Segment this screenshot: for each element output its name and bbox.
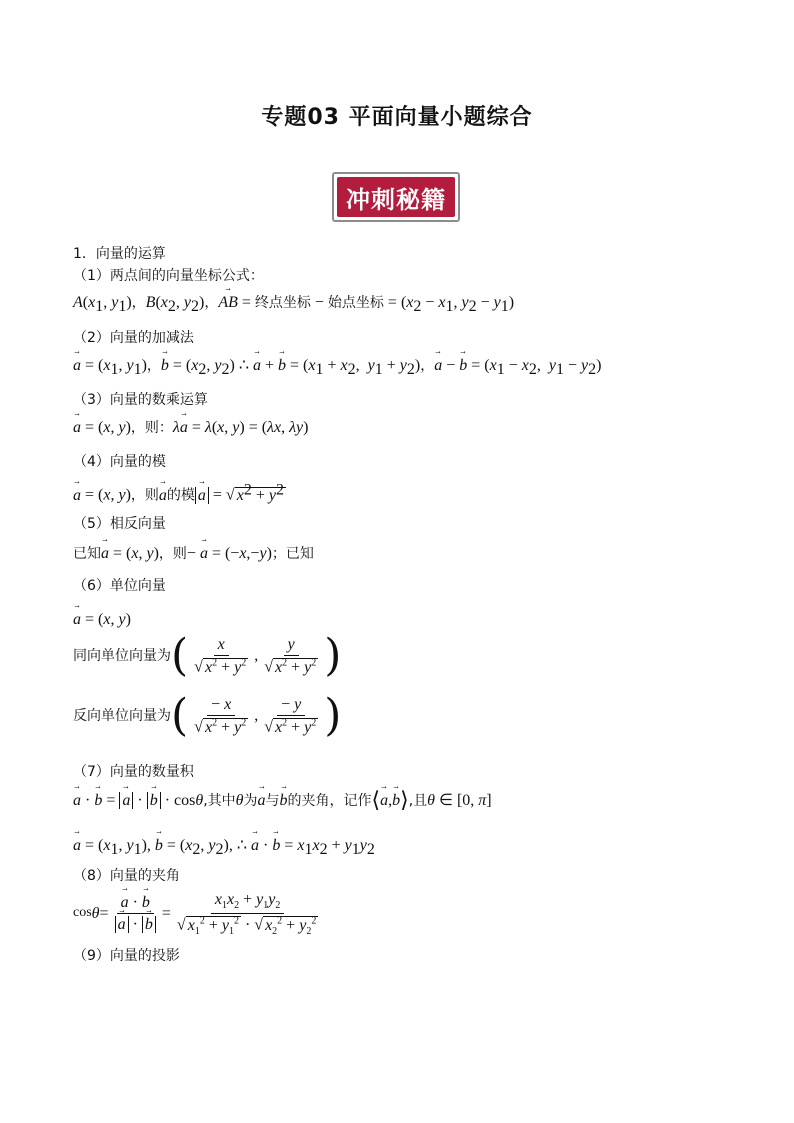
then2-label: ，则 bbox=[158, 546, 187, 562]
section-heading: 1．向量的运算 bbox=[73, 246, 166, 262]
endpoint-label: 终点坐标 bbox=[254, 295, 311, 311]
and-theta-label: ,且 bbox=[408, 793, 428, 810]
formula-dot-coord: → $a = (x_1$, $y_1$), → $b = (x_2$, $y_2$), ∴ → a · → $b = x_1x_2 + y_1y_2$ bbox=[73, 836, 375, 859]
then-mod-label: ，则 bbox=[130, 487, 159, 504]
item-heading-2: （2）向量的加减法 bbox=[73, 330, 194, 346]
formula-unit-def: → a = (x, y) bbox=[73, 610, 131, 629]
formula-angle: cos θ = → a · → b → a · → b = $\frac{x_1x_2 + y_1y_2}{√ x_1^2 + y_1^2 \cdot √ x_2^2 + y_2^2}$ bbox=[73, 890, 324, 938]
formula-opposite: 已知→ a = (x, y)，则− → a = (−x,−y)；已知 bbox=[73, 544, 314, 563]
known-label: 已知 bbox=[73, 546, 101, 562]
item-heading-4: （4）向量的模 bbox=[73, 454, 166, 470]
then-label: ，则： bbox=[130, 420, 173, 436]
item-heading-7: （7）向量的数量积 bbox=[73, 764, 194, 780]
formula-scalar-mult: → a = (x, y)，则：λ→ a = λ(x, y) = (λx, λy) bbox=[73, 418, 308, 437]
known2-label: ；已知 bbox=[271, 546, 314, 562]
item-heading-6: （6）单位向量 bbox=[73, 578, 166, 594]
item-heading-9: （9）向量的投影 bbox=[73, 948, 180, 964]
opp-dir-label: 反向单位向量为 bbox=[73, 707, 171, 724]
formula-unit-same: 同向单位向量为 ( $\frac{x}{√ x^2 + y^2}$ , $\frac{y}{√ x^2 + y^2}$ ) bbox=[73, 630, 342, 681]
formula-unit-opposite: 反向单位向量为 ( $\frac{- x}{√ x^2 + y^2}$ , $\frac{- y}{√ x^2 + y^2}$ ) bbox=[73, 690, 342, 741]
and-label: 与 bbox=[265, 793, 280, 810]
formula-modulus: → a = (x, y)，则→ a的模→ a = √ $x^2 + y^2$ bbox=[73, 480, 286, 505]
formula-add-sub: → $a = (x_1$, $y_1$)，→ $b = (x_2$, $y_2$) ∴ → a + → $b = (x_1 + x_2$, $y_1 + y_2$)，→ a − → $b = (x_1 - x_2$, $y_1 - y_2$) bbox=[73, 356, 601, 379]
mod-of-label: 的模 bbox=[166, 487, 195, 504]
formula-dot-product: → a · → b = → a · → b · cosθ,其中θ为→ a与→ b的夹角，记作⟨→ a,→ b⟩,且θ ∈ [0, π] bbox=[73, 788, 492, 814]
angle-of-label: 的夹角，记作 bbox=[287, 793, 372, 810]
where-label: ,其中 bbox=[203, 793, 236, 810]
badge-label: 冲刺秘籍 bbox=[337, 177, 455, 217]
is-label: 为 bbox=[243, 793, 258, 810]
item-heading-3: （3）向量的数乘运算 bbox=[73, 392, 208, 408]
badge-frame bbox=[332, 172, 460, 222]
formula-two-point-vector: $A(x_1$, $y_1$)，$B(x_2$, $y_2$)，→ AB = 终点坐标 − 始点坐标 = ($x_2 - x_1$, $y_2 - y_1$) bbox=[73, 293, 514, 316]
page-title: 专题03 平面向量小题综合 bbox=[261, 105, 533, 130]
item-heading-1: （1）两点间的向量坐标公式： bbox=[73, 268, 264, 284]
item-heading-5: （5）相反向量 bbox=[73, 516, 166, 532]
item-heading-8: （8）向量的夹角 bbox=[73, 868, 180, 884]
startpoint-label: 始点坐标 bbox=[327, 295, 384, 311]
same-dir-label: 同向单位向量为 bbox=[73, 647, 171, 664]
